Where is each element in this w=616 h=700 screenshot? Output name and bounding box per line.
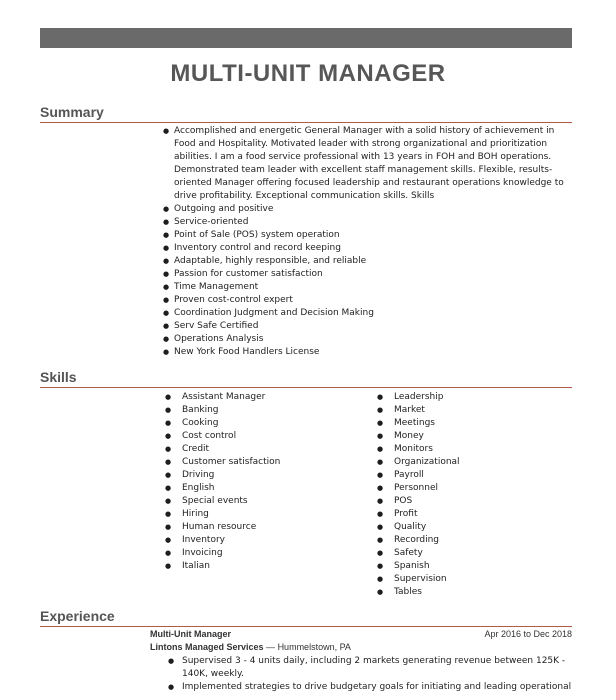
list-item: ● Outgoing and positive: [163, 203, 573, 216]
list-item: ● Passion for customer satisfaction: [163, 268, 573, 281]
header-bar: [40, 28, 572, 48]
list-item: ● Supervision: [377, 573, 557, 586]
list-item: ● New York Food Handlers License: [163, 346, 573, 359]
list-item: ● Profit: [377, 508, 557, 521]
list-item: ● Inventory control and record keeping: [163, 242, 573, 255]
list-item: ● Invoicing: [165, 547, 345, 560]
list-item: ● Point of Sale (POS) system operation: [163, 229, 573, 242]
list-item: ● Supervised 3 - 4 units daily, including 2 markets generating revenue between 125K - 140K, weekly.: [168, 655, 572, 681]
list-item: ● POS: [377, 495, 557, 508]
job-company: Lintons Managed Services: [150, 642, 264, 652]
list-item: ● Driving: [165, 469, 345, 482]
list-item: ● Human resource: [165, 521, 345, 534]
skills-right-list: [377, 391, 557, 599]
list-item: ● English: [165, 482, 345, 495]
resume-title: MULTI-UNIT MANAGER: [170, 60, 446, 87]
job-dates: Apr 2016 to Dec 2018: [484, 629, 572, 639]
summary-heading: Summary: [40, 104, 572, 123]
summary-intro: [163, 125, 573, 203]
list-item: ● Cooking: [165, 417, 345, 430]
list-item: ● Coordination Judgment and Decision Making: [163, 307, 573, 320]
list-item: ● Customer satisfaction: [165, 456, 345, 469]
list-item: ● Cost control: [165, 430, 345, 443]
skills-left-list: [165, 391, 345, 573]
summary-intro-text: Accomplished and energetic General Manager with a solid history of achievement in Food and Hospitality. Motivated leader with strong organizational and prioritization abilities. I am a food service professional with 13 years in FOH and BOH operations. Demonstrated team leader with excellent staff management skills. Flexible, results-oriented Manager offering focused leadership and restaurant operations knowledge to drive profitability. Exceptional communication skills. Skills: [174, 126, 564, 201]
list-item: ● Market: [377, 404, 557, 417]
list-item: ● Banking: [165, 404, 345, 417]
list-item: ● Italian: [165, 560, 345, 573]
list-item: ● Payroll: [377, 469, 557, 482]
skills-heading: Skills: [40, 369, 572, 388]
job-bullets: [168, 655, 572, 694]
list-item: ● Monitors: [377, 443, 557, 456]
list-item: ● Inventory: [165, 534, 345, 547]
list-item: ● Serv Safe Certified: [163, 320, 573, 333]
job-title: Multi-Unit Manager: [150, 629, 231, 639]
experience-heading: Experience: [40, 608, 572, 627]
list-item: ● Implemented strategies to drive budgetary goals for initiating and leading operational: [168, 681, 572, 694]
list-item: ● Leadership: [377, 391, 557, 404]
summary-section: [163, 125, 573, 359]
list-item: ● Safety: [377, 547, 557, 560]
list-item: ● Credit: [165, 443, 345, 456]
company-separator: —: [263, 642, 278, 652]
list-item: ● Meetings: [377, 417, 557, 430]
list-item: ● Organizational: [377, 456, 557, 469]
list-item: ● Assistant Manager: [165, 391, 345, 404]
list-item: ● Operations Analysis: [163, 333, 573, 346]
list-item: ● Tables: [377, 586, 557, 599]
list-item: ● Quality: [377, 521, 557, 534]
job-location: Hummelstown, PA: [277, 642, 351, 652]
list-item: ● Special events: [165, 495, 345, 508]
list-item: ● Recording: [377, 534, 557, 547]
list-item: ● Money: [377, 430, 557, 443]
job-company-line: [150, 642, 351, 652]
list-item: ● Adaptable, highly responsible, and reliable: [163, 255, 573, 268]
summary-list: [163, 203, 573, 359]
list-item: ● Service-oriented: [163, 216, 573, 229]
list-item: ● Proven cost-control expert: [163, 294, 573, 307]
list-item: ● Personnel: [377, 482, 557, 495]
list-item: ● Hiring: [165, 508, 345, 521]
list-item: ● Spanish: [377, 560, 557, 573]
list-item: ● Time Management: [163, 281, 573, 294]
